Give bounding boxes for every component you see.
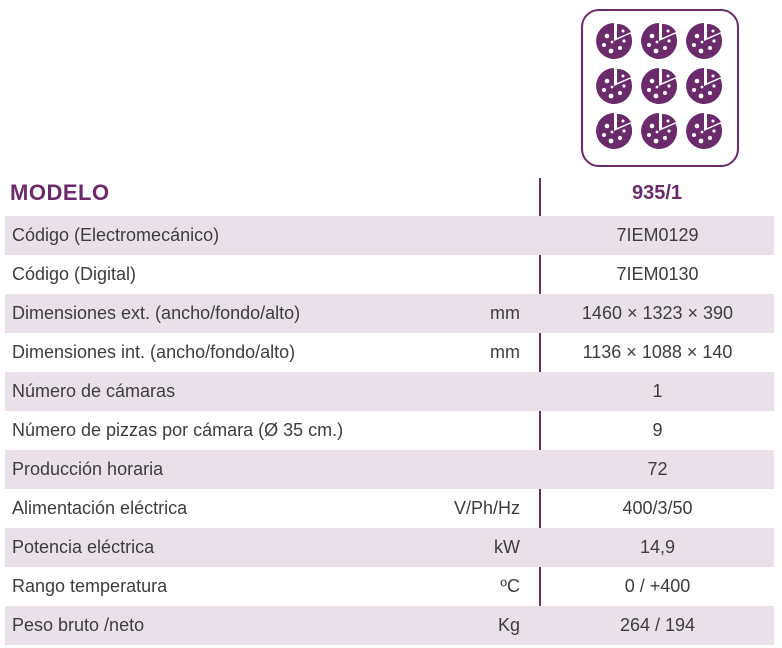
spec-value: 1 bbox=[652, 381, 663, 401]
pizza-icon bbox=[595, 112, 633, 150]
spec-label: Código (Digital) bbox=[12, 264, 137, 284]
model-label: MODELO bbox=[10, 180, 110, 205]
spec-row-codigo-digital bbox=[5, 255, 774, 294]
spec-value: 1136 × 1088 × 140 bbox=[582, 342, 733, 362]
spec-label: Número de pizzas por cámara (Ø 35 cm.) bbox=[12, 420, 344, 440]
spec-row-dimensiones-int bbox=[5, 333, 774, 372]
spec-label: Producción horaria bbox=[12, 459, 164, 479]
pizza-icon bbox=[640, 22, 678, 60]
spec-value: 14,9 bbox=[639, 537, 676, 557]
spec-label: Peso bruto /neto bbox=[12, 615, 145, 635]
pizza-grid-icon bbox=[581, 9, 739, 167]
spec-row-produccion-horaria bbox=[5, 450, 774, 489]
spec-unit: V/Ph/Hz bbox=[453, 498, 520, 518]
spec-unit: kW bbox=[494, 537, 520, 557]
spec-row-peso bbox=[5, 606, 774, 645]
pizza-icon bbox=[685, 112, 723, 150]
pizza-icon bbox=[685, 67, 723, 105]
model-header bbox=[0, 176, 782, 214]
model-value: 935/1 bbox=[631, 182, 683, 204]
spec-row-codigo-electromecanico bbox=[5, 216, 774, 255]
spec-row-potencia-electrica bbox=[5, 528, 774, 567]
spec-value: 7IEM0129 bbox=[616, 225, 699, 245]
pizza-icon bbox=[640, 67, 678, 105]
spec-value: 264 / 194 bbox=[619, 615, 696, 635]
spec-value: 1460 × 1323 × 390 bbox=[581, 303, 734, 323]
spec-row-pizzas-por-camara bbox=[5, 411, 774, 450]
spec-label: Dimensiones int. (ancho/fondo/alto) bbox=[12, 342, 296, 362]
spec-row-alimentacion-electrica bbox=[5, 489, 774, 528]
spec-row-dimensiones-ext bbox=[5, 294, 774, 333]
spec-value: 400/3/50 bbox=[622, 498, 693, 518]
spec-unit: mm bbox=[490, 303, 520, 323]
pizza-icon bbox=[685, 22, 723, 60]
spec-label: Código (Electromecánico) bbox=[12, 225, 220, 245]
spec-unit: Kg bbox=[497, 615, 520, 635]
spec-value: 72 bbox=[647, 459, 668, 479]
spec-label: Potencia eléctrica bbox=[12, 537, 155, 557]
spec-label: Número de cámaras bbox=[12, 381, 176, 401]
pizza-icon bbox=[640, 112, 678, 150]
spec-label: Alimentación eléctrica bbox=[12, 498, 188, 518]
spec-value: 9 bbox=[652, 420, 663, 440]
spec-label: Rango temperatura bbox=[12, 576, 168, 596]
spec-label: Dimensiones ext. (ancho/fondo/alto) bbox=[12, 303, 301, 323]
spec-row-numero-camaras bbox=[5, 372, 774, 411]
spec-value: 0 / +400 bbox=[624, 576, 691, 596]
spec-unit: ºC bbox=[500, 576, 520, 596]
spec-unit: mm bbox=[490, 342, 520, 362]
spec-value: 7IEM0130 bbox=[616, 264, 699, 284]
spec-table bbox=[5, 216, 774, 645]
spec-row-rango-temperatura bbox=[5, 567, 774, 606]
pizza-icon bbox=[595, 22, 633, 60]
pizza-icon bbox=[595, 67, 633, 105]
